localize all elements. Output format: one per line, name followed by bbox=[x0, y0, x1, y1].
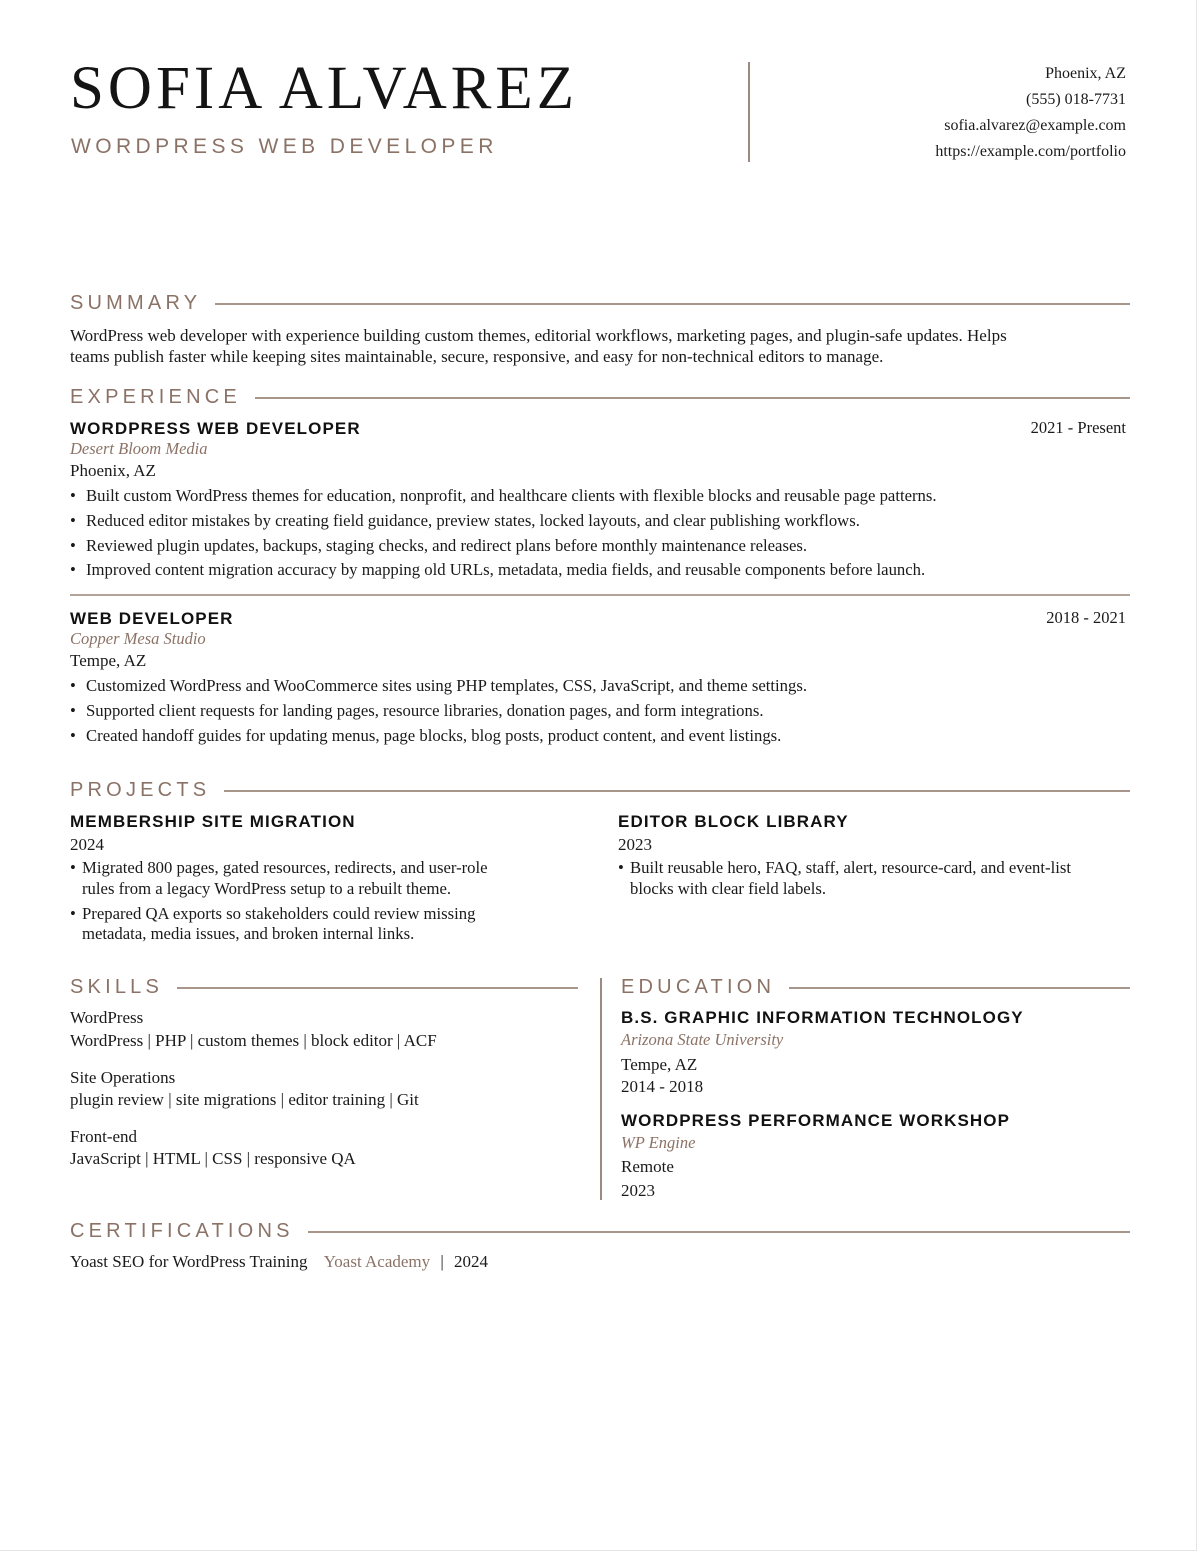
job-location: Phoenix, AZ bbox=[70, 461, 156, 480]
candidate-name: SOFIA ALVAREZ bbox=[70, 55, 578, 122]
list-item bbox=[70, 904, 570, 945]
section-heading: SKILLS bbox=[70, 975, 177, 999]
list-item: • Customized WordPress and WooCommerce sites using PHP templates, CSS, JavaScript, and theme settings. bbox=[70, 676, 807, 696]
list-item bbox=[618, 858, 1130, 899]
section-heading: EDUCATION bbox=[621, 975, 789, 999]
education-dates: 2014 - 2018 bbox=[621, 1077, 704, 1096]
project-title: EDITOR BLOCK LIBRARY bbox=[618, 812, 849, 831]
bullet-line: • Prepared QA exports so stakeholders could review missing bbox=[82, 903, 476, 923]
education-dates: 2023 bbox=[621, 1181, 655, 1200]
job-company: Desert Bloom Media bbox=[70, 439, 208, 458]
job-dates: 2018 - 2021 bbox=[1046, 608, 1126, 627]
contact-phone[interactable]: (555) 018-7731 bbox=[1026, 91, 1126, 108]
summary-section-header bbox=[70, 291, 1130, 315]
list-item: • Improved content migration accuracy by mapping old URLs, metadata, media fields, and reusable components before launch. bbox=[70, 560, 937, 580]
job-title: WEB DEVELOPER bbox=[70, 609, 234, 628]
list-item: • Supported client requests for landing pages, resource libraries, donation pages, and form integrations. bbox=[70, 701, 807, 721]
header-divider bbox=[748, 62, 750, 162]
project-bullets bbox=[70, 858, 570, 949]
contact-website[interactable]: https://example.com/portfolio bbox=[935, 143, 1126, 160]
skill-list: plugin review | site migrations | editor training | Git bbox=[70, 1090, 419, 1109]
project-bullets bbox=[618, 858, 1130, 904]
project-year: 2023 bbox=[618, 835, 652, 854]
education-title: WORDPRESS PERFORMANCE WORKSHOP bbox=[621, 1111, 1011, 1130]
bullet-line: rules from a legacy WordPress setup to a rebuilt theme. bbox=[82, 878, 452, 898]
education-location: Remote bbox=[621, 1157, 674, 1176]
list-item: • Created handoff guides for updating menus, page blocks, blog posts, product content, and event listings. bbox=[70, 726, 807, 746]
bullet-line: • Migrated 800 pages, gated resources, redirects, and user-role bbox=[82, 858, 488, 877]
certification-separator: | bbox=[440, 1252, 444, 1271]
certifications-section-header bbox=[70, 1219, 1130, 1243]
list-item: • Reduced editor mistakes by creating field guidance, preview states, locked layouts, and clear publishing workflows. bbox=[70, 511, 937, 531]
column-divider bbox=[600, 978, 602, 1200]
job-divider bbox=[70, 594, 1130, 596]
skill-category: Front-end bbox=[70, 1127, 138, 1146]
job-bullets bbox=[70, 676, 807, 750]
skills-section-header bbox=[70, 975, 578, 999]
education-institution: Arizona State University bbox=[621, 1030, 784, 1049]
skill-list: WordPress | PHP | custom themes | block editor | ACF bbox=[70, 1031, 437, 1050]
list-item: • Reviewed plugin updates, backups, staging checks, and redirect plans before monthly maintenance releases. bbox=[70, 536, 937, 556]
contact-email[interactable]: sofia.alvarez@example.com bbox=[944, 117, 1126, 134]
bullet-line: blocks with clear field labels. bbox=[630, 878, 827, 898]
education-title: B.S. GRAPHIC INFORMATION TECHNOLOGY bbox=[621, 1008, 1024, 1027]
summary-line: teams publish faster while keeping sites maintainable, secure, responsive, and easy for non-technical editors to manage. bbox=[70, 347, 884, 366]
certification-issuer: Yoast Academy bbox=[323, 1252, 431, 1271]
candidate-role: WORDPRESS WEB DEVELOPER bbox=[71, 135, 498, 158]
certification-name: Yoast SEO for WordPress Training bbox=[70, 1252, 308, 1271]
section-heading: PROJECTS bbox=[70, 778, 224, 802]
experience-section-header bbox=[70, 385, 1130, 409]
job-title: WORDPRESS WEB DEVELOPER bbox=[70, 419, 361, 438]
education-location: Tempe, AZ bbox=[621, 1055, 698, 1074]
section-heading: SUMMARY bbox=[70, 291, 215, 315]
skill-category: WordPress bbox=[70, 1008, 144, 1027]
skill-list: JavaScript | HTML | CSS | responsive QA bbox=[70, 1149, 356, 1168]
list-item: • Built custom WordPress themes for education, nonprofit, and healthcare clients with flexible blocks and reusable page patterns. bbox=[70, 486, 937, 506]
skill-category: Site Operations bbox=[70, 1068, 176, 1087]
summary-text bbox=[70, 325, 1140, 367]
project-year: 2024 bbox=[70, 835, 104, 854]
section-heading: EXPERIENCE bbox=[70, 385, 255, 409]
section-rule bbox=[70, 790, 1130, 792]
contact-location: Phoenix, AZ bbox=[1045, 65, 1126, 82]
certification-year: 2024 bbox=[454, 1252, 489, 1271]
education-section-header bbox=[621, 975, 1130, 999]
section-rule bbox=[70, 303, 1130, 305]
job-company: Copper Mesa Studio bbox=[70, 629, 206, 648]
list-item bbox=[70, 858, 570, 899]
education-institution: WP Engine bbox=[621, 1133, 696, 1152]
job-dates: 2021 - Present bbox=[1030, 418, 1126, 437]
summary-line: WordPress web developer with experience building custom themes, editorial workflows, marketing pages, and plugin-safe updates. Helps bbox=[70, 326, 1007, 345]
bullet-line: metadata, media issues, and broken internal links. bbox=[82, 924, 415, 943]
job-bullets bbox=[70, 486, 937, 585]
bullet-line: • Built reusable hero, FAQ, staff, alert, resource-card, and event-list bbox=[630, 858, 1071, 877]
section-heading: CERTIFICATIONS bbox=[70, 1219, 308, 1243]
contact-block bbox=[935, 61, 1126, 165]
project-title: MEMBERSHIP SITE MIGRATION bbox=[70, 812, 356, 831]
projects-section-header bbox=[70, 778, 1130, 802]
certification-item bbox=[70, 1251, 488, 1273]
job-location: Tempe, AZ bbox=[70, 651, 147, 670]
